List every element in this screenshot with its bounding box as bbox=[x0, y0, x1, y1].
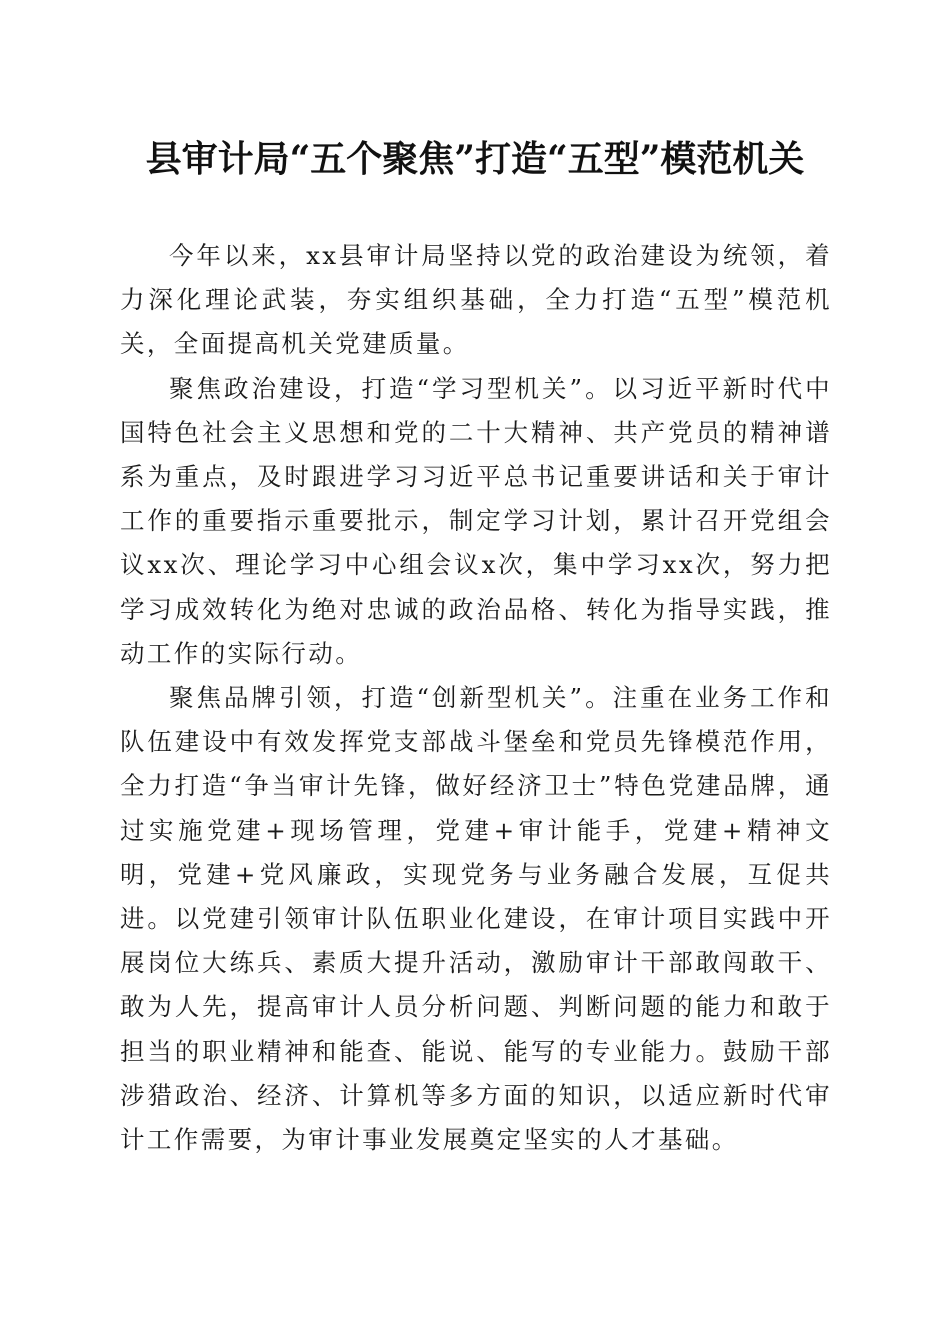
document-body bbox=[120, 234, 832, 1162]
paragraph-intro: 今年以来，xx县审计局坚持以党的政治建设为统领，着力深化理论武装，夯实组织基础，全力打造“五型”模范机关，全面提高机关党建质量。 bbox=[120, 241, 832, 359]
document-title: 县审计局“五个聚焦”打造“五型”模范机关 bbox=[145, 138, 805, 180]
paragraph-learning-organ: 聚焦政治建设，打造“学习型机关”。以习近平新时代中国特色社会主义思想和党的二十大精神、共产党员的精神谱系为重点，及时跟进学习习近平总书记重要讲话和关于审计工作的重要指示重要批示，制定学习计划，累计召开党组会议xx次、理论学习中心组会议x次，集中学习xx次，努力把学习成效转化为绝对忠诚的政治品格、转化为指导实践，推动工作的实际行动。 bbox=[120, 373, 832, 668]
paragraph-innovative-organ: 聚焦品牌引领，打造“创新型机关”。注重在业务工作和队伍建设中有效发挥党支部战斗堡垒和党员先锋模范作用，全力打造“争当审计先锋，做好经济卫士”特色党建品牌，通过实施党建+现场管理，党建+审计能手，党建+精神文明，党建+党风廉政，实现党务与业务融合发展，互促共进。以党建引领审计队伍职业化建设，在审计项目实践中开展岗位大练兵、素质大提升活动，激励审计干部敢闯敢干、敢为人先，提高审计人员分析问题、判断问题的能力和敢于担当的职业精神和能查、能说、能写的专业能力。鼓励干部涉猎政治、经济、计算机等多方面的知识，以适应新时代审计工作需要，为审计事业发展奠定坚实的人才基础。 bbox=[120, 683, 832, 1155]
